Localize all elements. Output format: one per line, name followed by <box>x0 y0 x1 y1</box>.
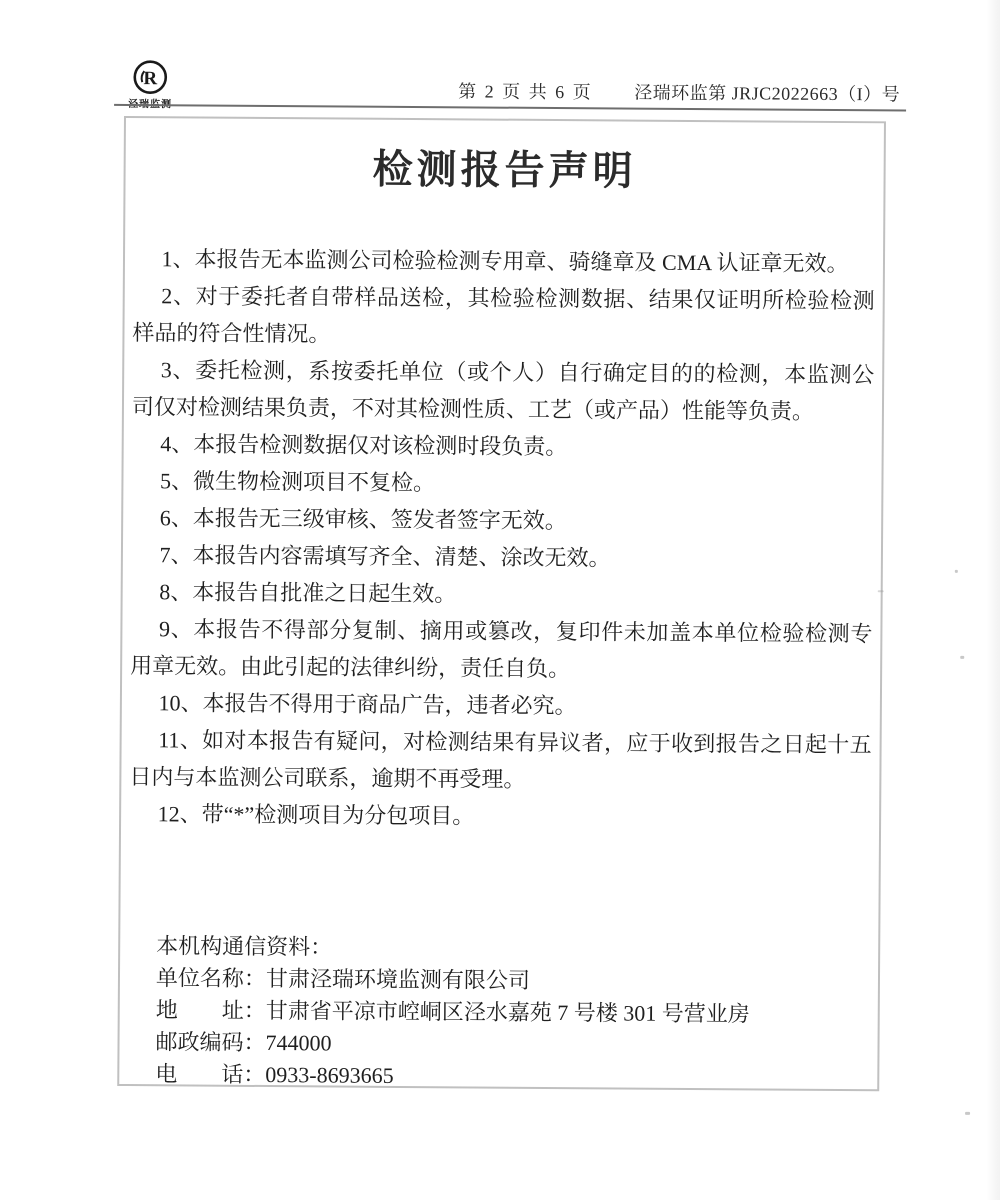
declaration-item: 9、本报告不得部分复制、摘用或篡改，复印件未加盖本单位检验检测专用章无效。由此引起的法律纠纷，责任自负。 <box>130 616 873 682</box>
contact-phone: 电 话：0933-8693665 <box>155 1061 394 1088</box>
scan-artifact <box>878 590 884 592</box>
declaration-item: 7、本报告内容需填写齐全、清楚、涂改无效。 <box>159 542 611 571</box>
declaration-box <box>117 116 886 1091</box>
scan-artifact <box>955 570 958 573</box>
scan-artifact <box>960 656 964 659</box>
declaration-item: 10、本报告不得用于商品广告，违者必究。 <box>158 690 577 719</box>
declaration-item: 4、本报告检测数据仅对该检测时段负责。 <box>160 431 568 460</box>
declaration-list <box>129 240 875 837</box>
declaration-item: 8、本报告自批准之日起生效。 <box>159 579 457 607</box>
declaration-item: 1、本报告无本监测公司检验检测专用章、骑缝章及 CMA 认证章无效。 <box>161 246 849 277</box>
declaration-item: 3、委托检测，系按委托单位（或个人）自行确定目的的检测，本监测公司仅对检测结果负责，不对其检测性质、工艺（或产品）性能等负责。 <box>131 357 875 424</box>
contact-company: 单位名称：甘肃泾瑞环境监测有限公司 <box>155 965 531 993</box>
page-header <box>114 76 906 112</box>
page-number: 第 2 页 共 6 页 <box>458 81 593 103</box>
declaration-item: 12、带“*”检测项目为分包项目。 <box>157 801 475 829</box>
declaration-item: 5、微生物检测项目不复检。 <box>159 468 436 496</box>
declaration-item: 2、对于委托者自带样品送检，其检验检测数据、结果仅证明所检验检测样品的符合性情况。 <box>132 283 875 347</box>
declaration-item: 11、如对本报告有疑问，对检测结果有异议者，应于收到报告之日起十五日内与本监测公司联系，逾期不再受理。 <box>129 727 872 792</box>
report-number: 泾瑞环监第 JRJC2022663（I）号 <box>634 82 901 105</box>
declaration-item: 6、本报告无三级审核、签发者签字无效。 <box>159 505 567 534</box>
svg-text:R: R <box>143 68 158 90</box>
contact-info <box>155 930 848 1095</box>
contact-heading: 本机构通信资料： <box>156 933 333 960</box>
contact-postcode: 邮政编码：744000 <box>155 1029 332 1056</box>
contact-address: 地 址：甘肃省平凉市崆峒区泾水嘉苑 7 号楼 301 号营业房 <box>155 997 750 1027</box>
page-title: 检测报告声明 <box>372 146 637 195</box>
logo-caption: 泾瑞监测 <box>128 99 173 111</box>
scan-artifact <box>965 1112 970 1115</box>
